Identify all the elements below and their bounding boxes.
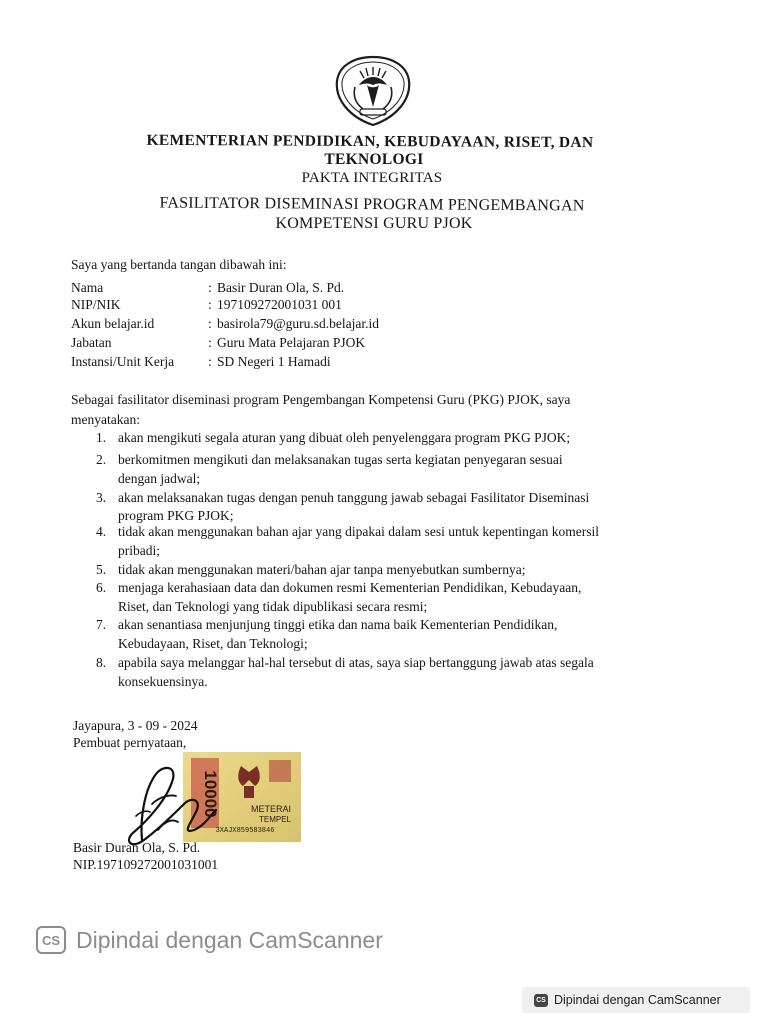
camscanner-footer-text: Dipindai dengan CamScanner (554, 993, 721, 1007)
statement-line: menyatakan: (71, 412, 140, 427)
field-separator: : (208, 354, 212, 369)
field-separator: : (208, 280, 212, 295)
list-item-text: konsekuensinya. (118, 674, 208, 689)
list-item-text: program PKG PJOK; (118, 508, 234, 523)
list-item-text: menjaga kerahasiaan data dan dokumen resmi Kementerian Pendidikan, Kebudayaan, (118, 580, 582, 595)
field-value: Basir Duran Ola, S. Pd. (217, 280, 345, 295)
list-item-text: Riset, dan Teknologi yang tidak dipublikasi secara resmi; (118, 599, 428, 614)
list-item-number: 7. (96, 617, 107, 632)
meterai-label: METERAI (250, 804, 292, 814)
field-value: Guru Mata Pelajaran PJOK (217, 335, 366, 350)
field-value: basirola79@guru.sd.belajar.id (217, 316, 380, 331)
tut-wuri-handayani-logo-icon (333, 55, 413, 127)
field-label: Instansi/Unit Kerja (71, 354, 175, 369)
camscanner-logo-icon: CS (36, 926, 66, 954)
list-item-text: apabila saya melanggar hal-hal tersebut di atas, saya siap bertanggung jawab atas segala (118, 655, 594, 670)
list-item-text: akan senantiasa menjunjung tinggi etika dan nama baik Kementerian Pendidikan, (118, 617, 558, 632)
field-separator: : (208, 335, 212, 350)
camscanner-mini-logo-icon: CS (534, 994, 548, 1007)
list-item-text: dengan jadwal; (118, 471, 201, 486)
intro-text: Saya yang bertanda tangan dibawah ini: (71, 257, 287, 272)
field-label: Nama (71, 280, 104, 295)
list-item-text: tidak akan menggunakan materi/bahan ajar tanpa menyebutkan sumbernya; (118, 562, 526, 577)
field-value: 197109272001031 001 (217, 297, 342, 312)
signer-nip: NIP.197109272001031001 (73, 857, 219, 872)
list-item-number: 2. (96, 452, 107, 467)
field-akun-belajar (71, 316, 379, 332)
list-item-number: 1. (96, 430, 107, 445)
meterai-value: 10000 (201, 770, 220, 818)
statement-line: Sebagai fasilitator diseminasi program Pengembangan Kompetensi Guru (PKG) PJOK, saya (71, 392, 571, 407)
field-separator: : (208, 297, 212, 312)
header-ministry-line1: KEMENTERIAN PENDIDIKAN, KEBUDAYAAN, RISET, DAN (146, 131, 594, 152)
camscanner-watermark-text: Dipindai dengan CamScanner (76, 926, 383, 953)
place-date: Jayapura, 3 - 09 - 2024 (73, 718, 198, 733)
field-jabatan (71, 335, 365, 351)
header-subtitle-line1: FASILITATOR DISEMINASI PROGRAM PENGEMBANGAN (159, 194, 585, 215)
signer-caption: Pembuat pernyataan, (73, 735, 187, 750)
list-item-text: tidak akan menggunakan bahan ajar yang dipakai dalam sesi untuk kepentingan komersil (118, 524, 599, 539)
camscanner-footer-badge (522, 987, 750, 1013)
meterai-serial: 3XAJX859583846 (215, 827, 275, 835)
header-doc-title: PAKTA INTEGRITAS (301, 170, 443, 186)
list-item-text: berkomitmen mengikuti dan melaksanakan tugas serta kegiatan penyegaran sesuai (118, 452, 563, 467)
meterai-tempel-label: TEMPEL (258, 815, 292, 824)
list-item-text: akan mengikuti segala aturan yang dibuat oleh penyelenggara program PKG PJOK; (118, 430, 571, 445)
field-label: NIP/NIK (71, 297, 121, 312)
list-item-number: 8. (96, 655, 107, 670)
field-instansi (71, 354, 331, 370)
list-item-number: 5. (96, 562, 107, 577)
field-separator: : (208, 316, 212, 331)
list-item-number: 3. (96, 490, 107, 505)
header-subtitle-line2: KOMPETENSI GURU PJOK (275, 215, 473, 232)
field-nip (71, 297, 342, 313)
field-label: Jabatan (71, 335, 112, 350)
header-ministry-line2: TEKNOLOGI (324, 151, 424, 168)
field-nama (71, 280, 344, 296)
list-item-text: akan melaksanakan tugas dengan penuh tanggung jawab sebagai Fasilitator Diseminasi (118, 490, 590, 505)
camscanner-watermark (36, 922, 383, 958)
list-item-number: 6. (96, 580, 107, 595)
field-value: SD Negeri 1 Hamadi (217, 354, 331, 369)
signer-name: Basir Duran Ola, S. Pd. (73, 840, 201, 855)
list-item-number: 4. (96, 524, 107, 539)
list-item-text: Kebudayaan, Riset, dan Teknologi; (118, 636, 308, 651)
field-label: Akun belajar.id (71, 316, 155, 331)
list-item-text: pribadi; (118, 543, 160, 558)
